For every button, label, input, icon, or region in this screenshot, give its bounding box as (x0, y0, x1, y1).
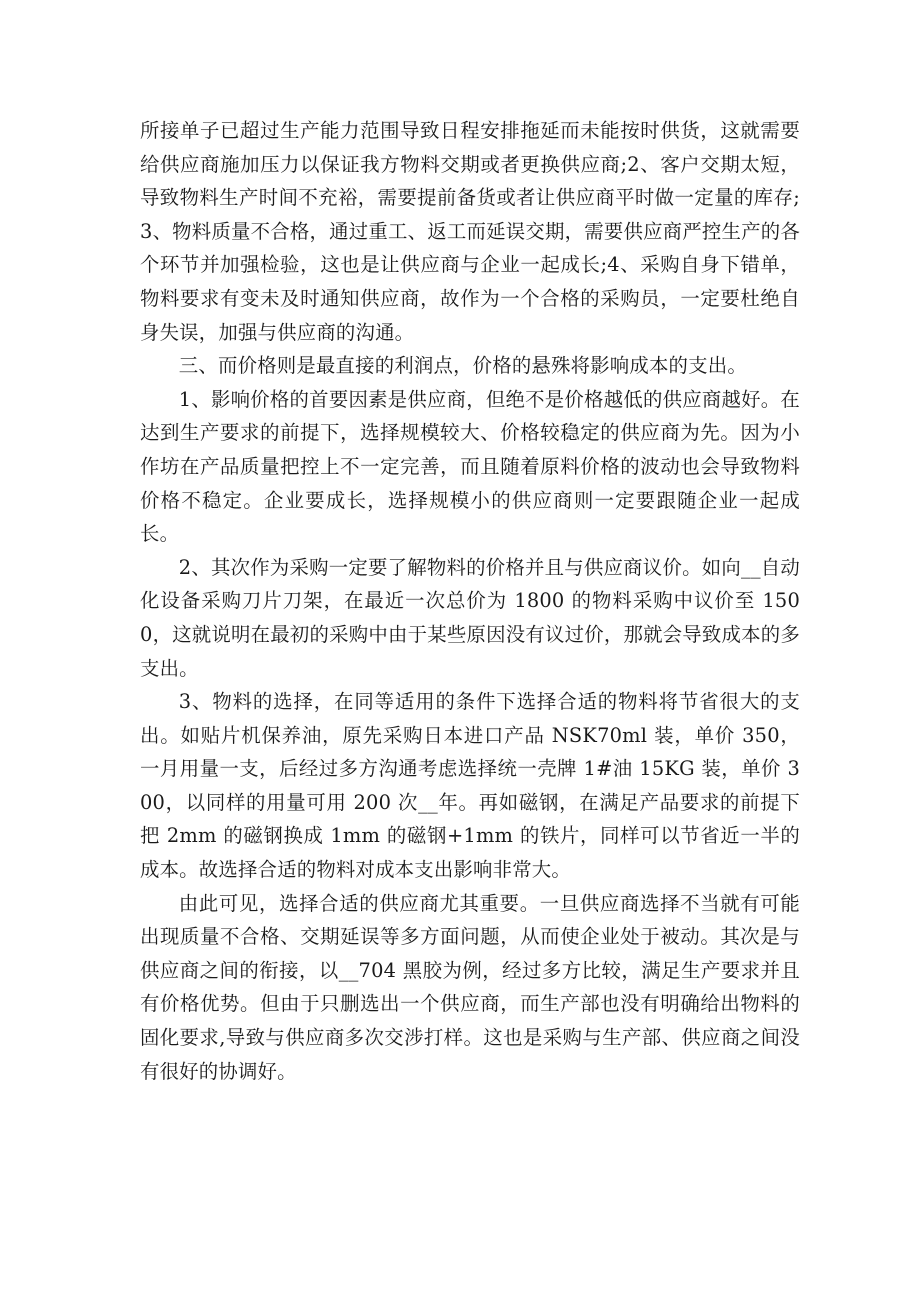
paragraph-point-3: 3、物料的选择，在同等适用的条件下选择合适的物料将节省很大的支出。如贴片机保养油，原先采购日本进口产品 NSK70ml 装，单价 350，一月用量一支，后经过多方沟通考虑选择统一壳牌 1#油 15KG 装，单价 300，以同样的用量可用 200 次__年。再如磁钢，在满足产品要求的前提下把 2mm 的磁钢换成 1mm 的磁钢+1mm 的铁片，同样可以节省近一半的成本。故选择合适的物料对成本支出影响非常大。 (140, 690, 800, 882)
paragraph-conclusion: 由此可见，选择合适的供应商尤其重要。一旦供应商选择不当就有可能出现质量不合格、交期延误等多方面问题，从而使企业处于被动。其次是与供应商之间的衔接，以__704 黑胶为例，经过多方比较，满足生产要求并且有价格优势。但由于只删选出一个供应商，而生产部也没有明确给出物料的固化要求,导致与供应商多次交涉打样。这也是采购与生产部、供应商之间没有很好的协调好。 (140, 891, 800, 1083)
paragraph-point-2: 2、其次作为采购一定要了解物料的价格并且与供应商议价。如向__自动化设备采购刀片刀架，在最近一次总价为 1800 的物料采购中议价至 1500，这就说明在最初的采购中由于某些原因没有议过价，那就会导致成本的多支出。 (140, 555, 800, 680)
paragraph-point-1: 1、影响价格的首要因素是供应商，但绝不是价格越低的供应商越好。在达到生产要求的前提下，选择规模较大、价格较稳定的供应商为先。因为小作坊在产品质量把控上不一定完善，而且随着原料价格的波动也会导致物料价格不稳定。企业要成长，选择规模小的供应商则一定要跟随企业一起成长。 (140, 387, 800, 546)
section-heading-paragraph: 三、而价格则是最直接的利润点，价格的悬殊将影响成本的支出。 (178, 354, 747, 378)
paragraph-continuation: 所接单子已超过生产能力范围导致日程安排拖延而未能按时供货，这就需要给供应商施加压力以保证我方物料交期或者更换供应商;2、客户交期太短，导致物料生产时间不充裕，需要提前备货或者让供应商平时做一定量的库存;3、物料质量不合格，通过重工、返工而延误交期，需要供应商严控生产的各个环节并加强检验，这也是让供应商与企业一起成长;4、采购自身下错单，物料要求有变未及时通知供应商，故作为一个合格的采购员，一定要杜绝自身失误，加强与供应商的沟通。 (140, 119, 800, 344)
document-body (140, 114, 800, 1088)
